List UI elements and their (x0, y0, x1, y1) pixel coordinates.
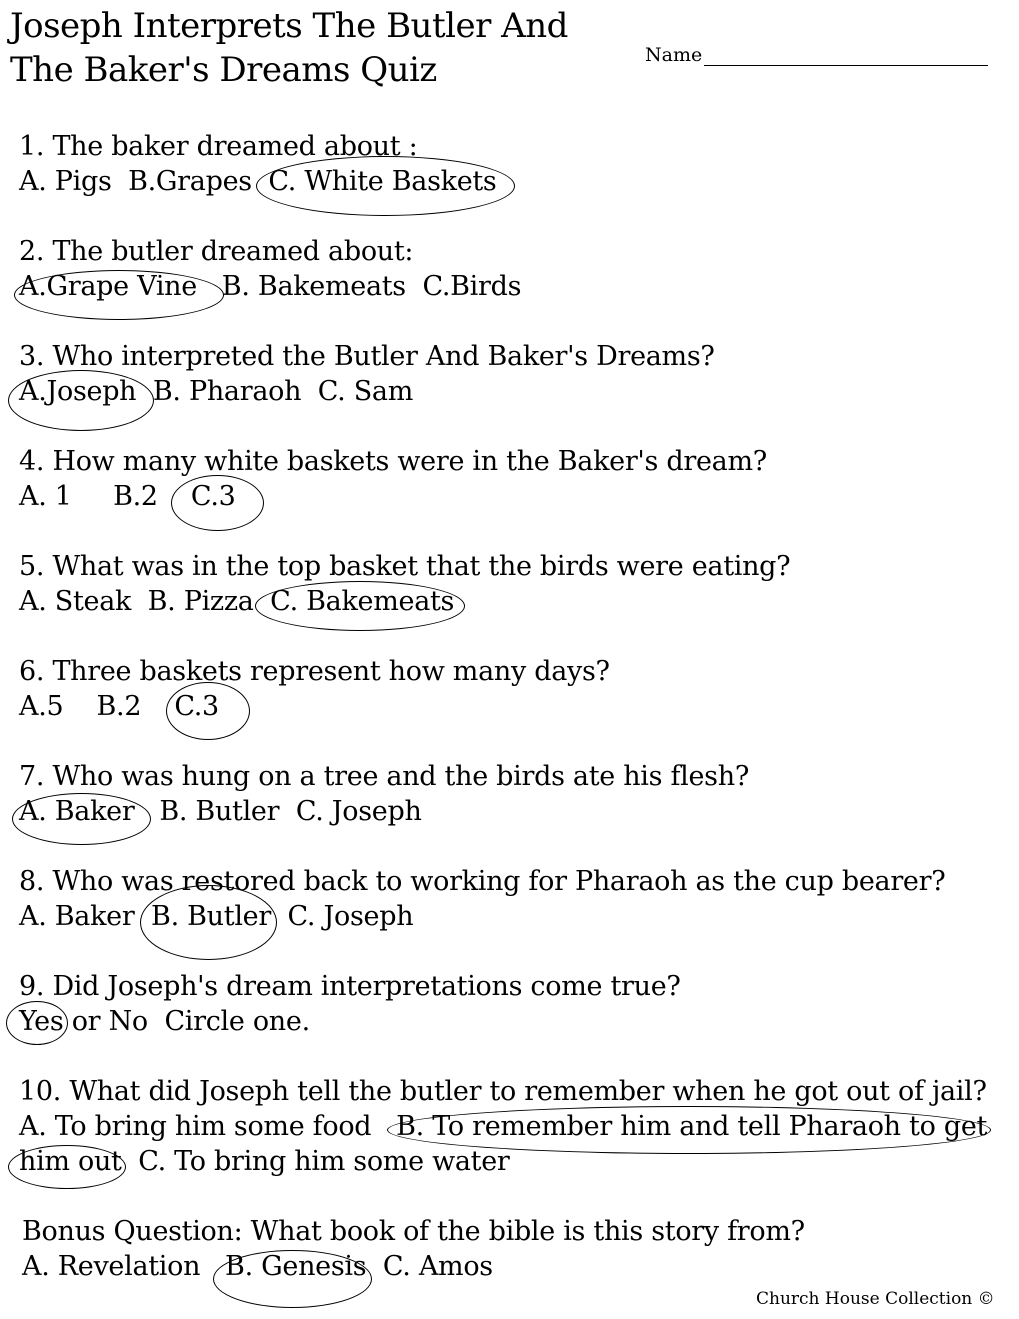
question-3 (19, 339, 715, 409)
question-prompt: 9. Did Joseph's dream interpretations come true? (19, 971, 681, 1002)
option-c[interactable]: C. White Baskets (268, 166, 497, 197)
instruction-text: Circle one. (164, 1006, 310, 1037)
option-b-continued[interactable]: him out (19, 1146, 122, 1177)
question-prompt: 10. What did Joseph tell the butler to remember when he got out of jail? (19, 1076, 987, 1107)
question-10 (19, 1074, 987, 1179)
question-9 (19, 969, 681, 1039)
question-prompt: 2. The butler dreamed about: (19, 236, 414, 267)
option-c[interactable]: C. Amos (382, 1251, 493, 1282)
question-prompt: 8. Who was restored back to working for Pharaoh as the cup bearer? (19, 866, 946, 897)
option-a[interactable]: A.Joseph (19, 376, 137, 407)
option-a[interactable]: A. Pigs (19, 166, 112, 197)
option-b[interactable]: B. Bakemeats (221, 271, 406, 302)
option-a[interactable]: A. Baker (19, 901, 135, 932)
name-field[interactable] (645, 44, 988, 66)
bonus-question (22, 1214, 805, 1284)
option-c[interactable]: C.3 (190, 481, 236, 512)
question-1 (19, 129, 496, 199)
option-a[interactable]: A. Steak (19, 586, 132, 617)
question-prompt: Bonus Question: What book of the bible is this story from? (22, 1216, 805, 1247)
option-c[interactable]: C. Sam (317, 376, 414, 407)
option-a[interactable]: A. Baker (19, 796, 135, 827)
option-b[interactable]: B.2 (113, 481, 158, 512)
option-a[interactable]: A.5 (19, 691, 64, 722)
quiz-title (10, 4, 610, 92)
option-c[interactable]: C. Joseph (287, 901, 414, 932)
question-prompt: 3. Who interpreted the Butler And Baker's Dreams? (19, 341, 715, 372)
question-5 (19, 549, 790, 619)
option-b[interactable]: B. Pharaoh (152, 376, 302, 407)
option-yes[interactable]: Yes (19, 1006, 64, 1037)
option-no[interactable]: or No (71, 1006, 148, 1037)
option-a[interactable]: A.Grape Vine (19, 271, 197, 302)
option-a[interactable]: A. To bring him some food (19, 1111, 372, 1142)
option-b[interactable]: B.2 (96, 691, 142, 722)
question-prompt: 1. The baker dreamed about : (19, 131, 418, 162)
question-7 (19, 759, 749, 829)
option-c[interactable]: C. Joseph (295, 796, 422, 827)
option-b[interactable]: B. Butler (151, 901, 271, 932)
option-b[interactable]: B. Pizza (147, 586, 254, 617)
option-c[interactable]: C.3 (174, 691, 219, 722)
question-prompt: 7. Who was hung on a tree and the birds ate his flesh? (19, 761, 750, 792)
copyright-footer: Church House Collection © (756, 1289, 995, 1309)
name-blank-line[interactable] (704, 45, 988, 66)
option-c[interactable]: C. Bakemeats (270, 586, 455, 617)
option-c[interactable]: C.Birds (422, 271, 522, 302)
option-a[interactable]: A. Revelation (22, 1251, 201, 1282)
title-line-1: Joseph Interprets The Butler And (10, 6, 568, 46)
option-a[interactable]: A. 1 (19, 481, 72, 512)
option-b[interactable]: B. Butler (159, 796, 280, 827)
question-prompt: 5. What was in the top basket that the birds were eating? (19, 551, 791, 582)
question-4 (19, 444, 767, 514)
option-c[interactable]: C. To bring him some water (138, 1146, 510, 1177)
name-label: Name (645, 44, 703, 66)
question-prompt: 6. Three baskets represent how many days? (19, 656, 610, 687)
option-b[interactable]: B. To remember him and tell Pharaoh to get (396, 1111, 988, 1142)
option-b[interactable]: B. Genesis (225, 1251, 367, 1282)
question-prompt: 4. How many white baskets were in the Baker's dream? (19, 446, 767, 477)
title-line-2: The Baker's Dreams Quiz (10, 50, 437, 90)
question-6 (19, 654, 610, 724)
question-8 (19, 864, 945, 934)
option-b[interactable]: B.Grapes (128, 166, 252, 197)
question-2 (19, 234, 521, 304)
